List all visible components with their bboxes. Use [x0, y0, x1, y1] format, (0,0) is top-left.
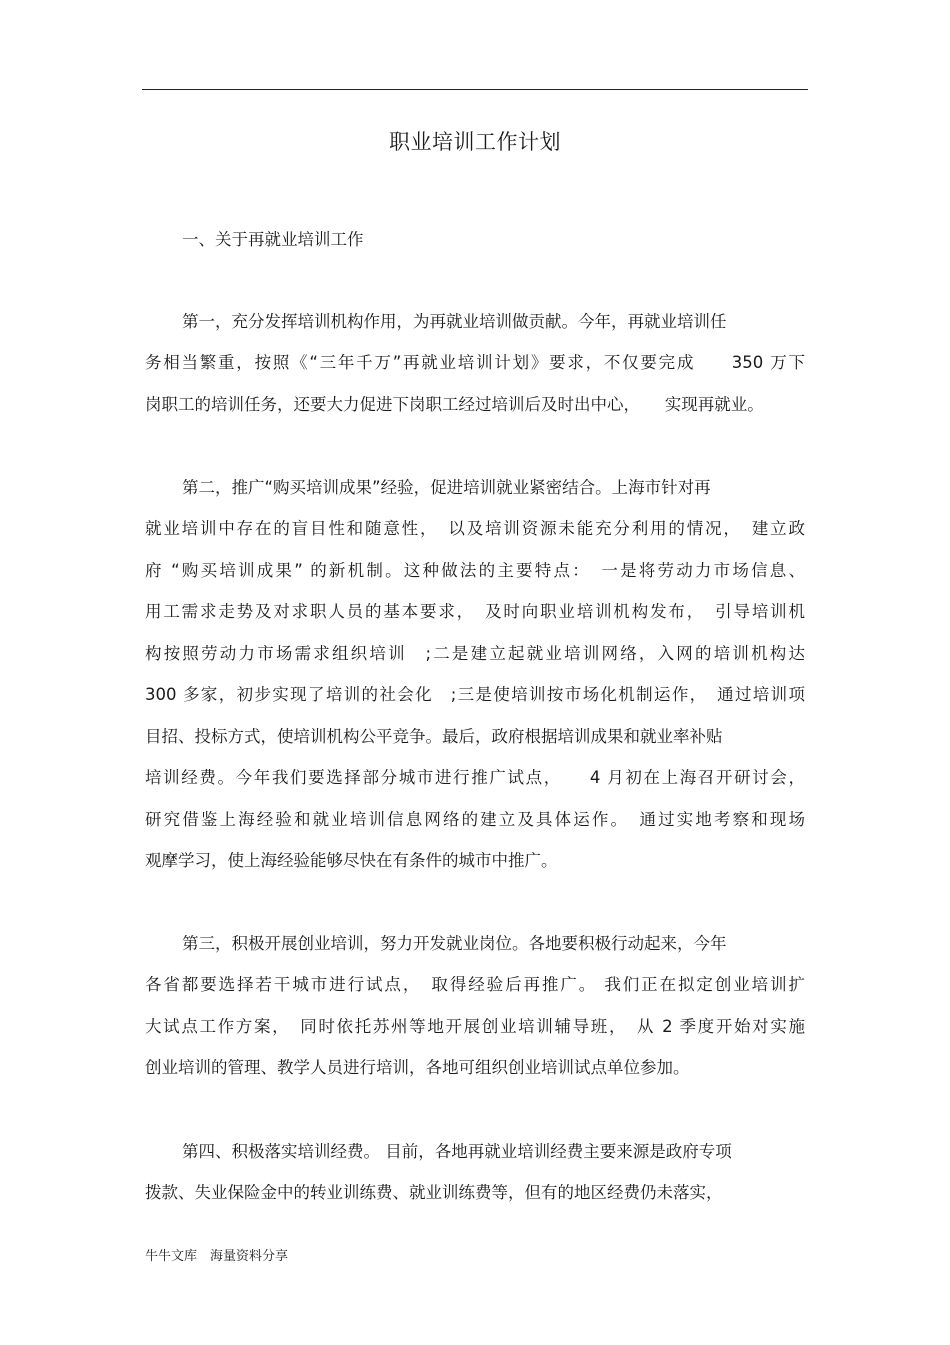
paragraph-2-line-7: 目招、投标方式，使培训机构公平竞争。最后，政府根据培训成果和就业率补贴 [145, 727, 723, 746]
section-heading: 一、关于再就业培训工作 [182, 230, 364, 249]
document-title: 职业培训工作计划 [389, 130, 561, 154]
paragraph-2-line-8: 培训经费。今年我们要选择部分城市进行推广试点， 4 月初在上海召开研讨会， [145, 768, 805, 787]
paragraph-3-line-4: 创业培训的管理、教学人员进行培训，各地可组织创业培训试点单位参加。 [145, 1058, 690, 1077]
paragraph-4-line-1: 第四、积极落实培训经费。 目前，各地再就业培训经费主要来源是政府专项 [182, 1142, 732, 1161]
paragraph-2-line-4: 用工需求走势及对求职人员的基本要求， 及时向职业培训机构发布， 引导培训机 [145, 602, 805, 621]
paragraph-2-line-9: 研究借鉴上海经验和就业培训信息网络的建立及具体运作。 通过实地考察和现场 [145, 810, 805, 829]
header-rule [142, 89, 808, 90]
paragraph-1-line-1: 第一，充分发挥培训机构作用，为再就业培训做贡献。今年，再就业培训任 [182, 312, 727, 331]
paragraph-2-line-2: 就业培训中存在的盲目性和随意性， 以及培训资源未能充分利用的情况， 建立政 [145, 519, 805, 538]
paragraph-2-line-10: 观摩学习，使上海经验能够尽快在有条件的城市中推广。 [145, 851, 558, 870]
paragraph-3-line-1: 第三，积极开展创业培训，努力开发就业岗位。各地要积极行动起来，今年 [182, 934, 727, 953]
paragraph-4-line-2: 拨款、失业保险金中的转业训练费、就业训练费等，但有的地区经费仍未落实， [145, 1183, 723, 1202]
paragraph-2-line-6: 300 多家，初步实现了培训的社会化 ;三是使培训按市场化机制运作， 通过培训项 [145, 685, 805, 704]
footer-text: 牛牛文库 海量资料分享 [145, 1249, 289, 1264]
paragraph-1-line-3: 岗职工的培训任务，还要大力促进下岗职工经过培训后及时出中心， 实现再就业。 [145, 395, 764, 414]
paragraph-2-line-3: 府 “购买培训成果” 的新机制。这种做法的主要特点： 一是将劳动力市场信息、 [145, 561, 805, 580]
paragraph-3-line-2: 各省都要选择若干城市进行试点， 取得经验后再推广。 我们正在拟定创业培训扩 [145, 975, 805, 994]
paragraph-2-line-1: 第二，推广“购买培训成果”经验，促进培训就业紧密结合。上海市针对再 [182, 478, 711, 497]
paragraph-2-line-5: 构按照劳动力市场需求组织培训 ;二是建立起就业培训网络，入网的培训机构达 [145, 644, 805, 663]
paragraph-1-line-2: 务相当繁重，按照《“三年千万”再就业培训计划》要求，不仅要完成 350 万下 [145, 353, 805, 372]
paragraph-3-line-3: 大试点工作方案， 同时依托苏州等地开展创业培训辅导班， 从 2 季度开始对实施 [145, 1017, 805, 1036]
